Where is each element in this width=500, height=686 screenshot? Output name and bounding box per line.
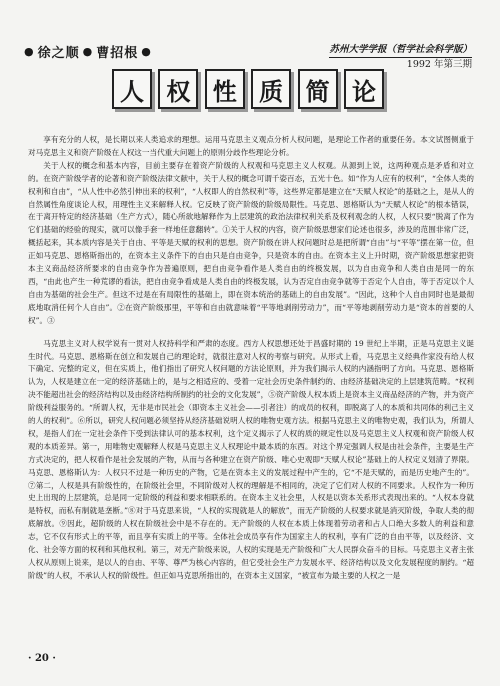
title-char: 论 bbox=[344, 69, 384, 109]
author-line bbox=[24, 42, 152, 61]
title-char: 权 bbox=[158, 69, 198, 109]
article-title bbox=[112, 66, 384, 112]
body-paragraph: 马克思主义对人权学说有一贯对人权持科学和严肃的态度。西方人权思想还处于昌盛时期的 19 世纪上半期，正是马克思主义诞生时代。马克思、恩格斯在创立和发展自己的理论时，就很注意对人权的考察与研究。从形式上看，马克思主义经典作家没有给人权下确定、完整的定义，但在实质上，他们指出了研究人权问题的方法论原则，并为我们揭示人权的内涵指明了方向。马克思、恩格斯认为，人权是建立在一定的经济基础上的，是与之相适应的、受着一定社会历史条件制约的、由经济基础决定的上层建筑范畴。“权利决不能超出社会的经济结构以及由经济结构所制约的社会的文化发展”，⑤资产阶级人权本质上是资本主义商品经济的产物，并为资产阶级利益服务的。“所谓人权，无非是市民社会（即资本主义社会——引者注）的成员的权利，即脱离了人的本质和共同体的利己主义的人的权利”。⑥所以，研究人权问题必须坚持从经济基础说明人权的唯物史观方法。根据马克思主义的唯物史观，我们认为，所谓人权，是指人们在一定社会条件下受到法律认可的基本权利，这个定义揭示了人权的质的规定性以及马克思主义人权观和资产阶级人权观的本质差异。第一，用唯物史观解释人权是马克思主义人权理论中最本质的东西。对这个界定强调人权是由社会条件，主要是生产方式决定的，把人权看作是社会发展的产物，从而与各种建立在资产阶级、唯心史观即“天赋人权论”基础上的人权定义划清了界限。马克思、恩格斯认为：人权只不过是一种历史的产物，它是在资本主义的发展过程中产生的，它“不是天赋的，而是历史地产生的”。⑦第二，人权是具有阶级性的，在阶级社会里，不同阶级对人权的理解是不相同的，决定了它们对人权的不同要求。人权作为一种历史上出现的上层建筑，总是同一定阶级的利益和要求相联系的。在资本主义社会里，人权是以资本关系形式表现出来的。“人权本身就是特权，而私有制就是垄断。”⑧对于马克思来说，“人权的实现就是人的解放”，而无产阶级的人权要求就是消灭阶级，争取人类的彻底解放。⑨因此，超阶级的人权在阶级社会中是不存在的。无产阶级的人权在本质上体现着劳动者和占人口绝大多数人的利益和意志，它不仅有形式上的平等，而且享有实质上的平等。全体社会成员享有作为国家主人的权利，享有广泛的自由平等，以及经济、文化、社会等方面的权利和其他权利。第三，对无产阶级来说，人权的实现是无产阶级和广大人民群众奋斗的目标。马克思主义者主张人权从原则上说来，是以人的自由、平等、尊严为核心内容的，但它受社会生产力发展水平、经济结构以及文化发展程度的制约。“超阶级”的人权，不承认人权的阶级性。但正如马克思所指出的，在资本主义国家，“被宣布为最主要的人权之一是 bbox=[28, 338, 474, 580]
body-paragraph: 享有充分的人权，是长期以来人类追求的理想。运用马克思主义观点分析人权问题，是理论工作者的重要任务。本文试图侧重于对马克思主义和资产阶级在人权这一当代重大问题上的原则分歧作些理论分析。 bbox=[28, 135, 474, 157]
title-char: 简 bbox=[298, 69, 338, 109]
journal-name: 苏州大学学报（哲学社会科学版） bbox=[329, 44, 472, 58]
author-name: 曹招根 bbox=[96, 46, 139, 61]
author-name: 徐之顺 bbox=[37, 46, 80, 61]
bullet-icon: ● bbox=[24, 45, 35, 58]
page-number: · 20 · bbox=[28, 653, 56, 664]
title-char: 性 bbox=[205, 69, 245, 109]
bullet-icon: ● bbox=[82, 45, 94, 58]
body-paragraph: 关于人权的概念和基本内容，目前主要存在着资产阶级的人权观和马克思主义人权观。从源到上说，这两种观点是矛盾和对立的。在资产阶级学者的论著和资产阶级法律文献中，关于人权的概念可谓千姿百态，五光十色。如“作为人应有的权利”，“全体人类的权利和自由”，“从人性中必然引伸出来的权利”，“人权即人的自然权利”等，这些界定都是建立在“天赋人权论”的基础之上，是从人的自然属性角度谈论人权，用理性主义来解释人权。它反映了资产阶级的阶级局限性。马克思、恩格斯认为“天赋人权论”的根本错误，在于离开特定的经济基础（生产方式），随心所欲地解释作为上层建筑的政治法律权利关系及权利观念的人权，人权只要“脱离了作为它们基础的经验的现实，就可以像手套一样地任意翻转”。①关于人权的内容，资产阶级思想家们论述也很多，涉及的范围非常广泛，概括起来，其本质内容是关于自由、平等是天赋的权利的思想。资产阶级在讲人权问题时总是把所谓“自由”与“平等”摆在第一位，但正如马克思、恩格斯指出的，在资本主义条件下的自由只是自由竞争，只是资本的自由。在资本主义上升时期，资产阶级思想家把资本主义商品经济所要求的自由竞争作为普遍原则，把自由竞争看作是人类自由的终极发展，以为自由竞争和人类自由是同一的东西，“由此也产生一种荒谬的看法，把自由竞争看成是人类自由的终极发展，认为否定自由竞争就等于否定个人自由，等于否定以个人自由为基础的社会生产。但这不过是在有局限性的基础上，即在资本统治的基础上的自由发展”。“因此，这种个人自由同时也是最彻底地取消任何个人自由”。②在资产阶级那里，平等和自由就意味着“平等地剥削劳动力”，而“平等地剥削劳动力是“资本的首要的人权”。③ bbox=[28, 160, 474, 325]
title-char: 质 bbox=[251, 69, 291, 109]
bullet-icon: ● bbox=[141, 45, 152, 58]
journal-issue: 1992 年第三期 bbox=[406, 59, 472, 70]
article-body bbox=[28, 134, 474, 634]
title-char: 人 bbox=[112, 69, 152, 109]
